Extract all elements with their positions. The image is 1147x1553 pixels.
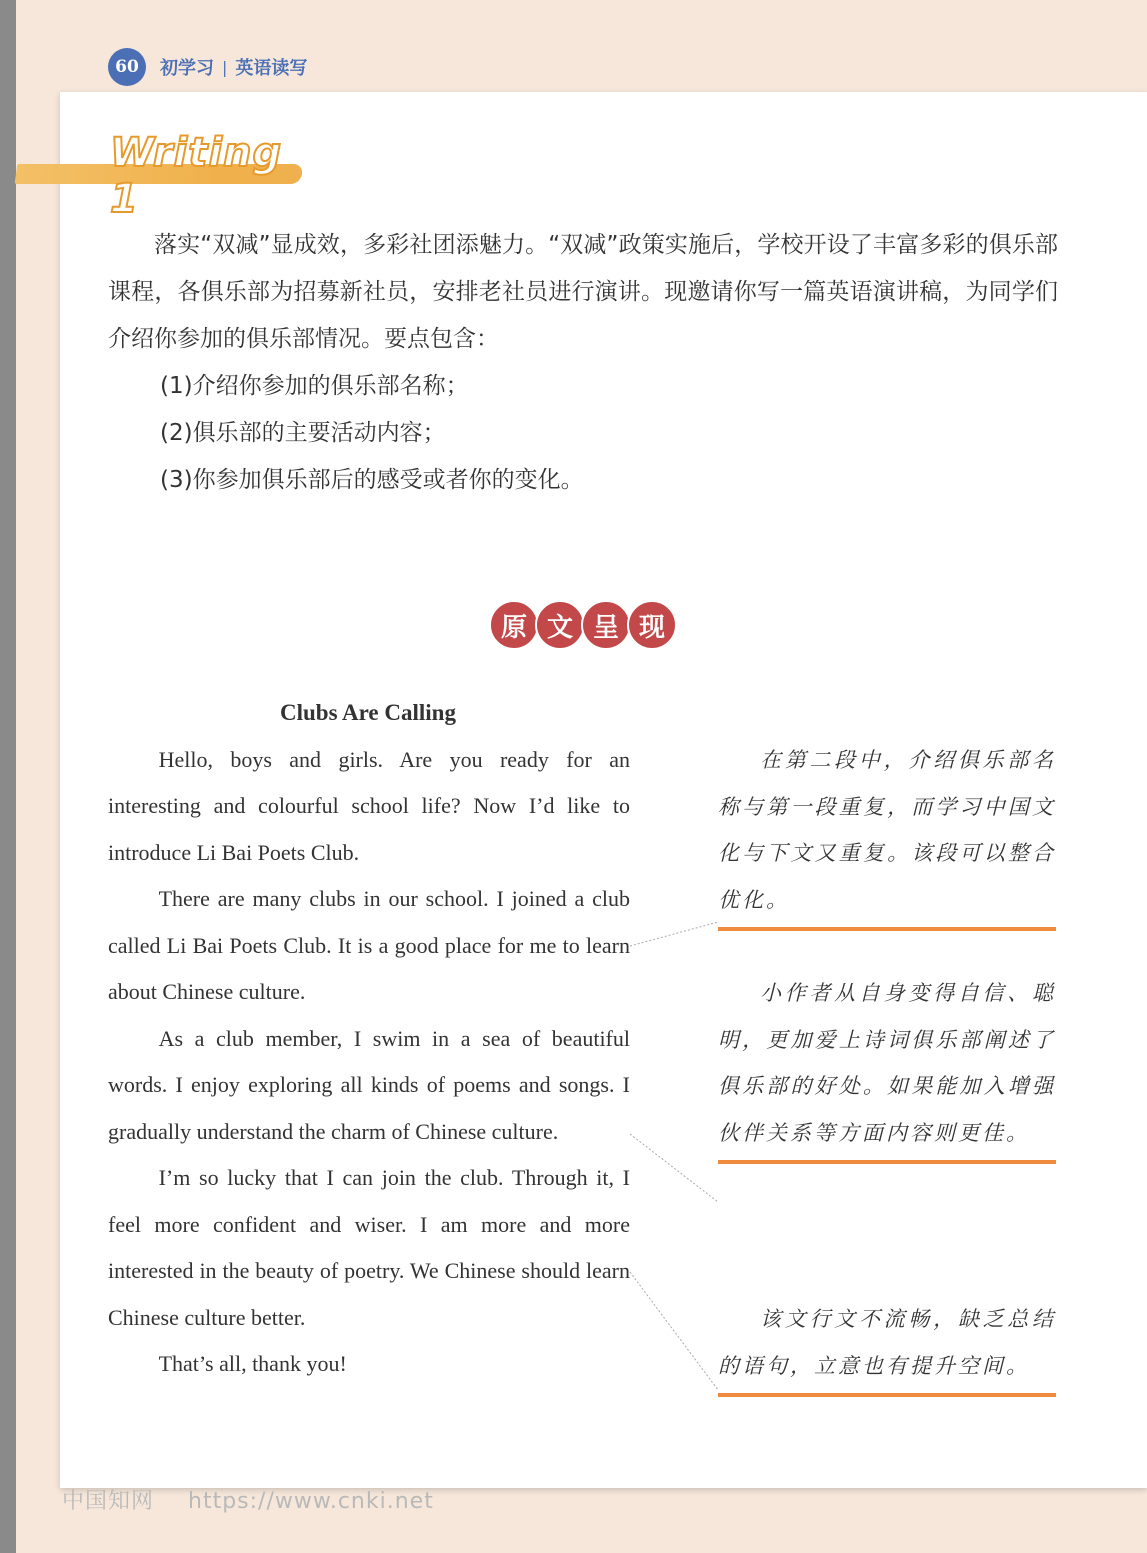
essay-title: Clubs Are Calling [280,700,456,725]
essay-paragraph: That’s all, thank you! [158,1351,347,1376]
essay-paragraph: There are many clubs in our school. I joined a club called Li Bai Poets Club. It is a good place for me to learn about Chinese culture. [108,886,630,1004]
badge-char: 现 [627,600,677,650]
section-badge [489,600,673,650]
header-book-title: 初学习 [160,58,214,79]
badge-char: 原 [489,600,539,650]
header-section-title: 英语读写 [235,58,308,79]
comment-note [718,970,1056,1164]
essay-paragraph: Hello, boys and girls. Are you ready for an interesting and colourful school life? Now I’d like to introduce Li Bai Poets Club. [108,746,630,865]
badge-char: 呈 [581,600,631,650]
essay-paragraph: I’m so lucky that I can join the club. Through it, I feel more confident and wiser. I am more and more interested in the beauty of poetry. We Chinese should learn Chinese culture better. [108,1165,630,1330]
task-intro: 落实“双减”显成效，多彩社团添魅力。“双减”政策实施后，学校开设了丰富多彩的俱乐部课程，各俱乐部为招募新社员，安排老社员进行演讲。现邀请你写一篇英语演讲稿，为同学们介绍你参加的俱乐部情况。要点包含： [108,232,1058,352]
page-number-badge: 60 [108,48,146,86]
banner-title: Writing 1 [110,130,283,222]
comment-text: 小作者从自身变得自信、聪明，更加爱上诗词俱乐部阐述了俱乐部的好处。如果能加入增强伙伴关系等方面内容则更佳。 [718,981,1056,1145]
page-header [108,48,307,86]
writing-banner [16,130,302,222]
comment-text: 在第二段中，介绍俱乐部名称与第一段重复，而学习中国文化与下文又重复。该段可以整合优化。 [718,748,1056,912]
badge-char: 文 [535,600,585,650]
watermark-site: 中国知网 [62,1489,155,1514]
essay-paragraph: As a club member, I swim in a sea of beautiful words. I enjoy exploring all kinds of poems and songs. I gradually understand the charm of Chinese culture. [108,1025,630,1144]
task-point: (2)俱乐部的主要活动内容； [160,420,446,446]
task-point: (1)介绍你参加的俱乐部名称； [160,373,469,399]
book-spine-edge [0,0,16,1553]
watermark-url: https://www.cnki.net [188,1489,434,1514]
comment-note [718,1296,1056,1397]
comment-text: 该文行文不流畅，缺乏总结的语句，立意也有提升空间。 [718,1307,1056,1378]
essay [108,690,630,1388]
header-separator: | [222,57,228,77]
watermark [62,1484,434,1515]
comment-note [718,737,1056,931]
writing-task [108,222,1058,504]
task-point: (3)你参加俱乐部后的感受或者你的变化。 [160,467,584,493]
